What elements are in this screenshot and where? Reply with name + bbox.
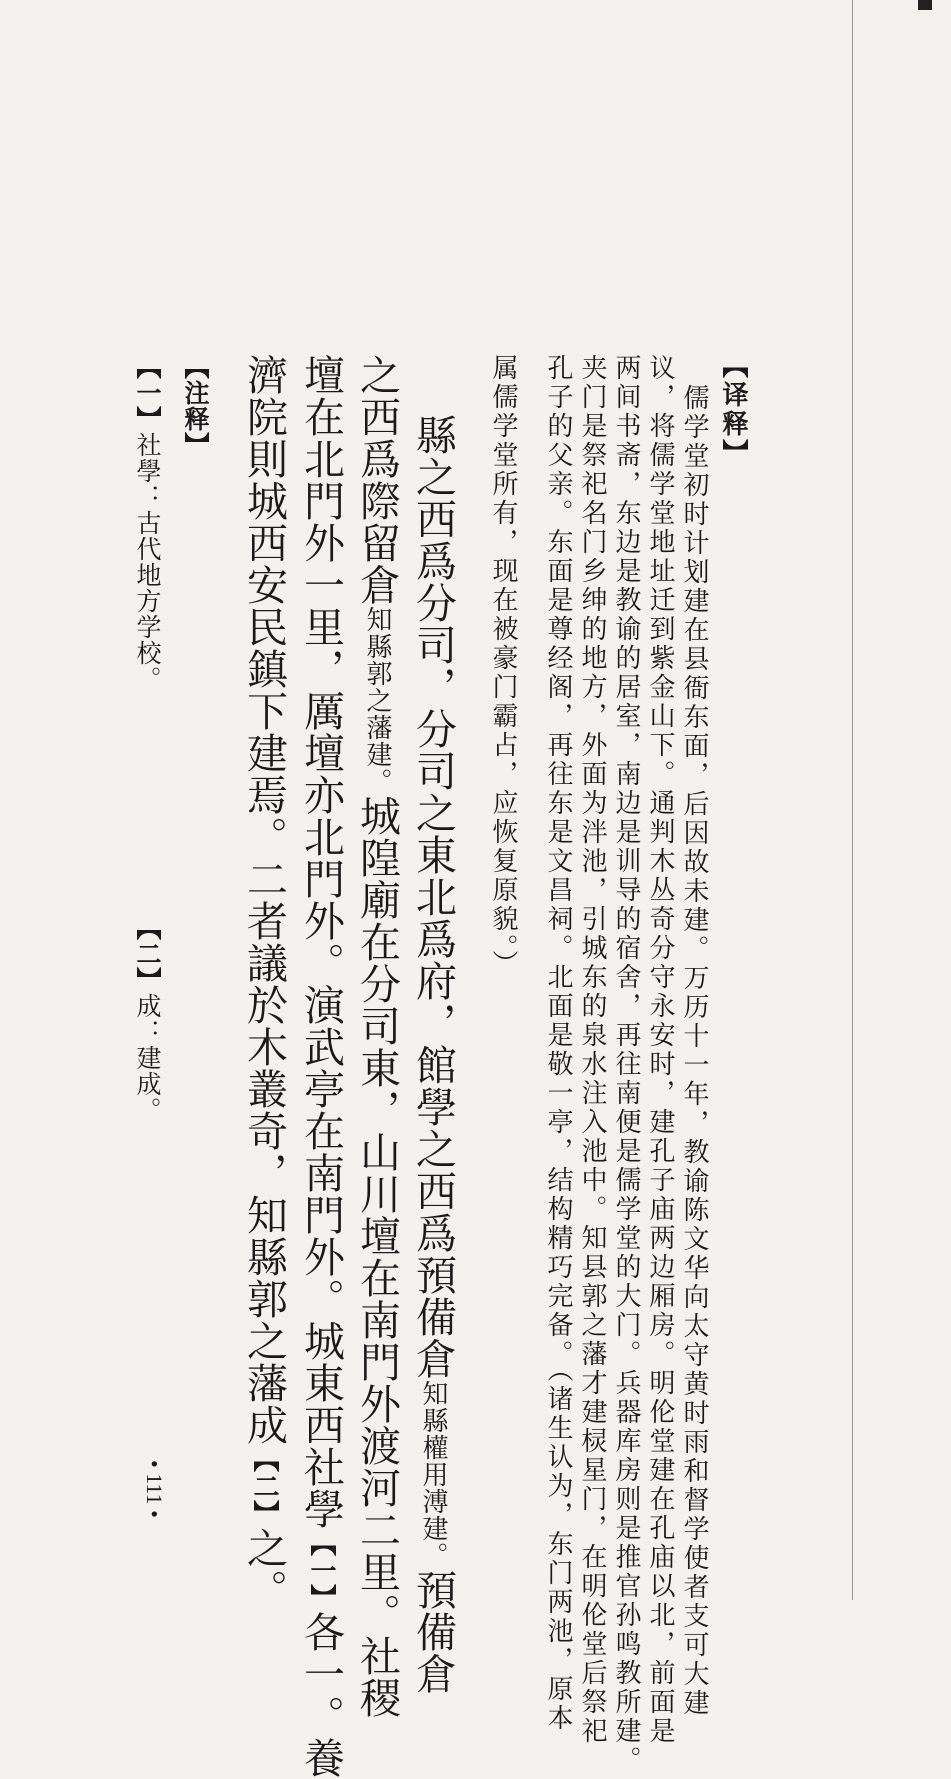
translation-heading: 【译释】 [718,352,748,468]
page-edge-rule [852,0,853,1600]
translation-line-3: 两间书斋，东边是教谕的居室，南边是训导的宿舍，再往南便是儒学堂的大门。兵器库房则是推官孙鸣教所建。 [611,354,641,1775]
original-column-2 [353,354,401,1719]
original-text-cont: 之。 [240,1527,288,1611]
translation-line-4: 夹门是祭祀名门乡绅的地方，外面为泮池，引城东的泉水注入池中。知县郭之藩才建棂星门，在明伦堂后祭祀 [577,354,607,1746]
note-marker: 【二】 [133,915,162,993]
original-text: 之西爲際留倉 [353,354,401,606]
original-text: 縣之西爲分司，分司之東北爲府，館學之西爲預備倉 [409,414,457,1380]
notes-heading: 【注释】 [181,354,210,458]
note-text: 社學：古代地方学校。 [133,432,162,692]
translation-line-5: 孔子的父亲。东面是尊经阁，再往东是文昌祠。北面是敬一亭，结构精巧完备。（诸生认为，东门两池，原本 [543,354,573,1733]
note-ref-2[interactable]: 【二】 [249,1446,279,1527]
original-small-note: 知縣權用溥建。 [418,1380,448,1569]
note-text: 成：建成。 [133,993,162,1123]
note-marker: 【一】 [133,354,162,432]
original-text-cont: 預備倉 [409,1569,457,1695]
scan-corner-mark [918,0,932,10]
translation-line-1: 儒学堂初时计划建在县衙东面，后因故未建。万历十一年，教谕陈文华向太守黄时雨和督学使者支可大建 [679,384,709,1718]
original-column-1 [409,414,457,1695]
original-text-cont: 城隍廟在分司東，山川壇在南門外渡河二里。社稷 [353,795,401,1719]
translation-line-6: 属儒学堂所有，现在被豪门霸占，应恢复原貌。） [488,354,518,979]
original-column-4 [240,354,288,1611]
original-small-note: 知縣郭之藩建。 [362,606,392,795]
note-ref-1[interactable]: 【一】 [306,1530,336,1611]
page-number: • 111 • [142,1460,167,1518]
note-item-1 [135,354,160,692]
original-text: 濟院則城西安民鎮下建焉。二者議於木叢奇，知縣郭之藩成 [240,354,288,1446]
translation-line-2: 议，将儒学堂地址迁到紫金山下。通判木丛奇分守永安时，建孔子庙两边厢房。明伦堂建在孔庙以北，前面是 [645,354,675,1746]
original-column-3 [297,354,345,1779]
original-text: 壇在北門外一里，厲壇亦北門外。演武亭在南門外。城東西社學 [297,354,345,1530]
original-text-cont: 各一。養 [297,1611,345,1779]
note-item-2 [135,915,160,1123]
